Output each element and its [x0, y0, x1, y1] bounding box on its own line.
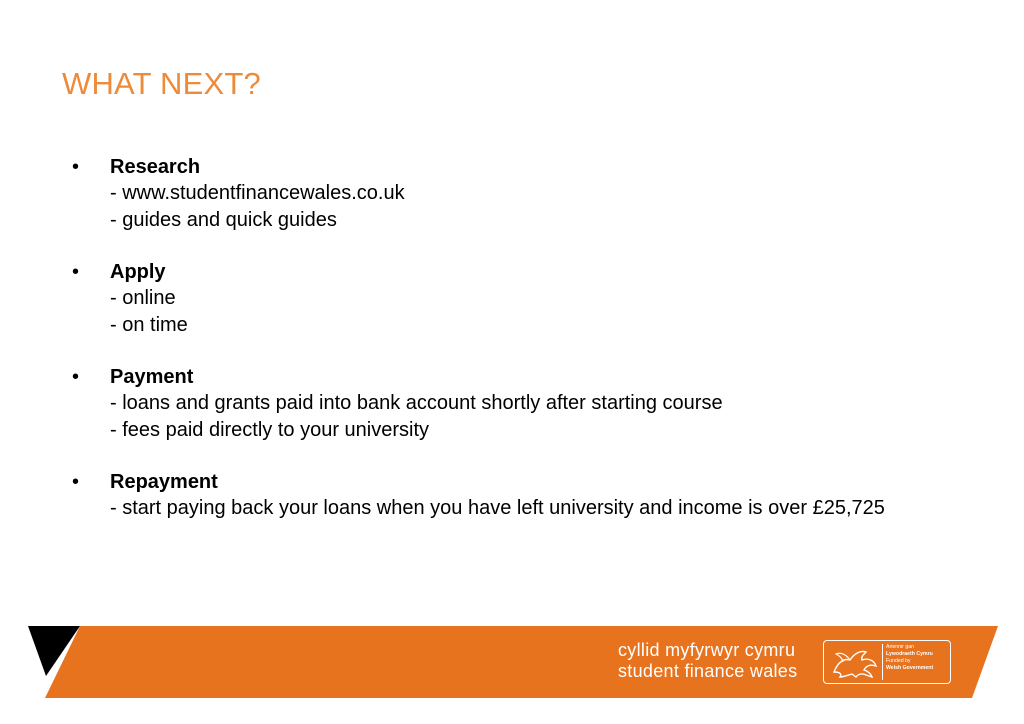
item-line: - guides and quick guides	[110, 208, 337, 231]
gov-line: Lywodraeth Cymru	[886, 651, 933, 657]
bullet-icon: •	[72, 471, 80, 493]
item-line: - www.studentfinancewales.co.uk	[110, 182, 405, 204]
list-item-body	[110, 469, 885, 522]
slide-title: WHAT NEXT?	[62, 66, 261, 101]
welsh-government-logo	[823, 640, 951, 684]
dragon-icon	[828, 644, 883, 680]
item-heading: Research	[110, 156, 201, 178]
welsh-government-text	[886, 644, 933, 672]
item-heading: Payment	[110, 366, 194, 388]
item-line: - loans and grants paid into bank account shortly after starting course	[110, 392, 723, 414]
bullet-icon: •	[72, 261, 80, 283]
item-line: - online	[110, 287, 176, 309]
item-heading: Apply	[110, 261, 166, 283]
gov-line: Funded by	[886, 658, 911, 664]
item-heading: Repayment	[110, 471, 218, 493]
list-item-body	[110, 259, 188, 338]
gov-line: Ariennir gan	[886, 644, 914, 650]
bullet-icon: •	[72, 366, 80, 388]
item-line: - start paying back your loans when you have left university and income is over £25,725	[110, 497, 885, 519]
list-item-body	[110, 364, 723, 443]
brand-name-english: student finance wales	[618, 661, 798, 681]
gov-line: Welsh Government	[886, 665, 934, 671]
item-line: - fees paid directly to your university	[110, 418, 430, 441]
bullet-icon: •	[72, 156, 80, 178]
brand-name-welsh: cyllid myfyrwyr cymru	[618, 640, 796, 660]
item-line: - on time	[110, 313, 188, 336]
list-item-body	[110, 154, 405, 233]
